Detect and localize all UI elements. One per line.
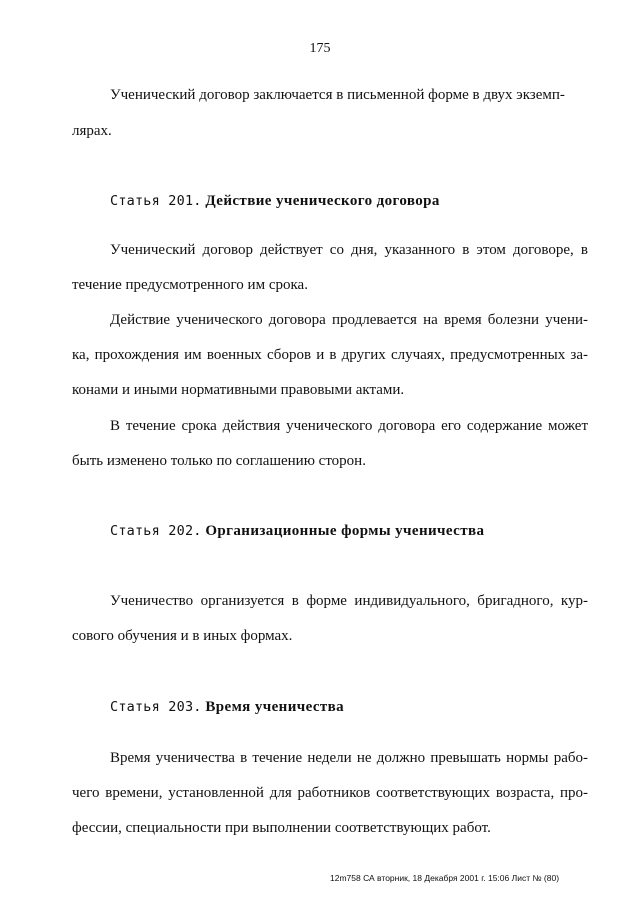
article-201-heading [110,192,440,210]
article-201-p2-line2: ка, прохождения им военных сборов и в других случаях, предусмотренных за- [72,347,588,363]
article-201-label: Статья 201. [110,193,202,209]
article-203-p1-line1: Время ученичества в течение недели не должно превышать нормы рабо- [110,750,588,766]
article-203-heading [110,698,344,716]
article-201-p1-line2: течение предусмотренного им срока. [72,277,308,293]
print-footer: 12m758 СА вторник, 18 Декабря 2001 г. 15:06 Лист № (80) [330,873,560,883]
article-201-p3-line2: быть изменено только по соглашению сторон. [72,453,366,469]
page-number: 175 [309,41,331,56]
article-201-p3-line1: В течение срока действия ученического договора его содержание может [110,418,588,434]
article-203-title: Время ученичества [205,699,345,715]
article-201-p2-line3: конами и иными нормативными правовыми актами. [72,382,405,398]
article-201-p2-line1: Действие ученического договора продлевается на время болезни учени- [110,312,588,328]
article-202-title: Организационные формы ученичества [205,523,485,539]
article-203-p1-line2: чего времени, установленной для работников соответствующих возраста, про- [72,785,588,801]
intro-text: Ученический договор заключается в письменной форме в двух экземп- [110,87,565,103]
article-203-p1-line3: фессии, специальности при выполнении соответствующих работ. [72,820,491,836]
article-202-p1-line1: Ученичество организуется в форме индивидуального, бригадного, кур- [110,593,588,609]
intro-line-1 [110,86,588,104]
article-202-label: Статья 202. [110,523,202,539]
article-202-p1-line2: сового обучения и в иных формах. [72,628,293,644]
article-202-heading [110,522,484,540]
intro-line-2: лярах. [72,123,112,139]
article-201-title: Действие ученического договора [205,193,440,209]
article-201-p1-line1: Ученический договор действует со дня, указанного в этом договоре, в [110,242,588,258]
article-203-label: Статья 203. [110,699,202,715]
